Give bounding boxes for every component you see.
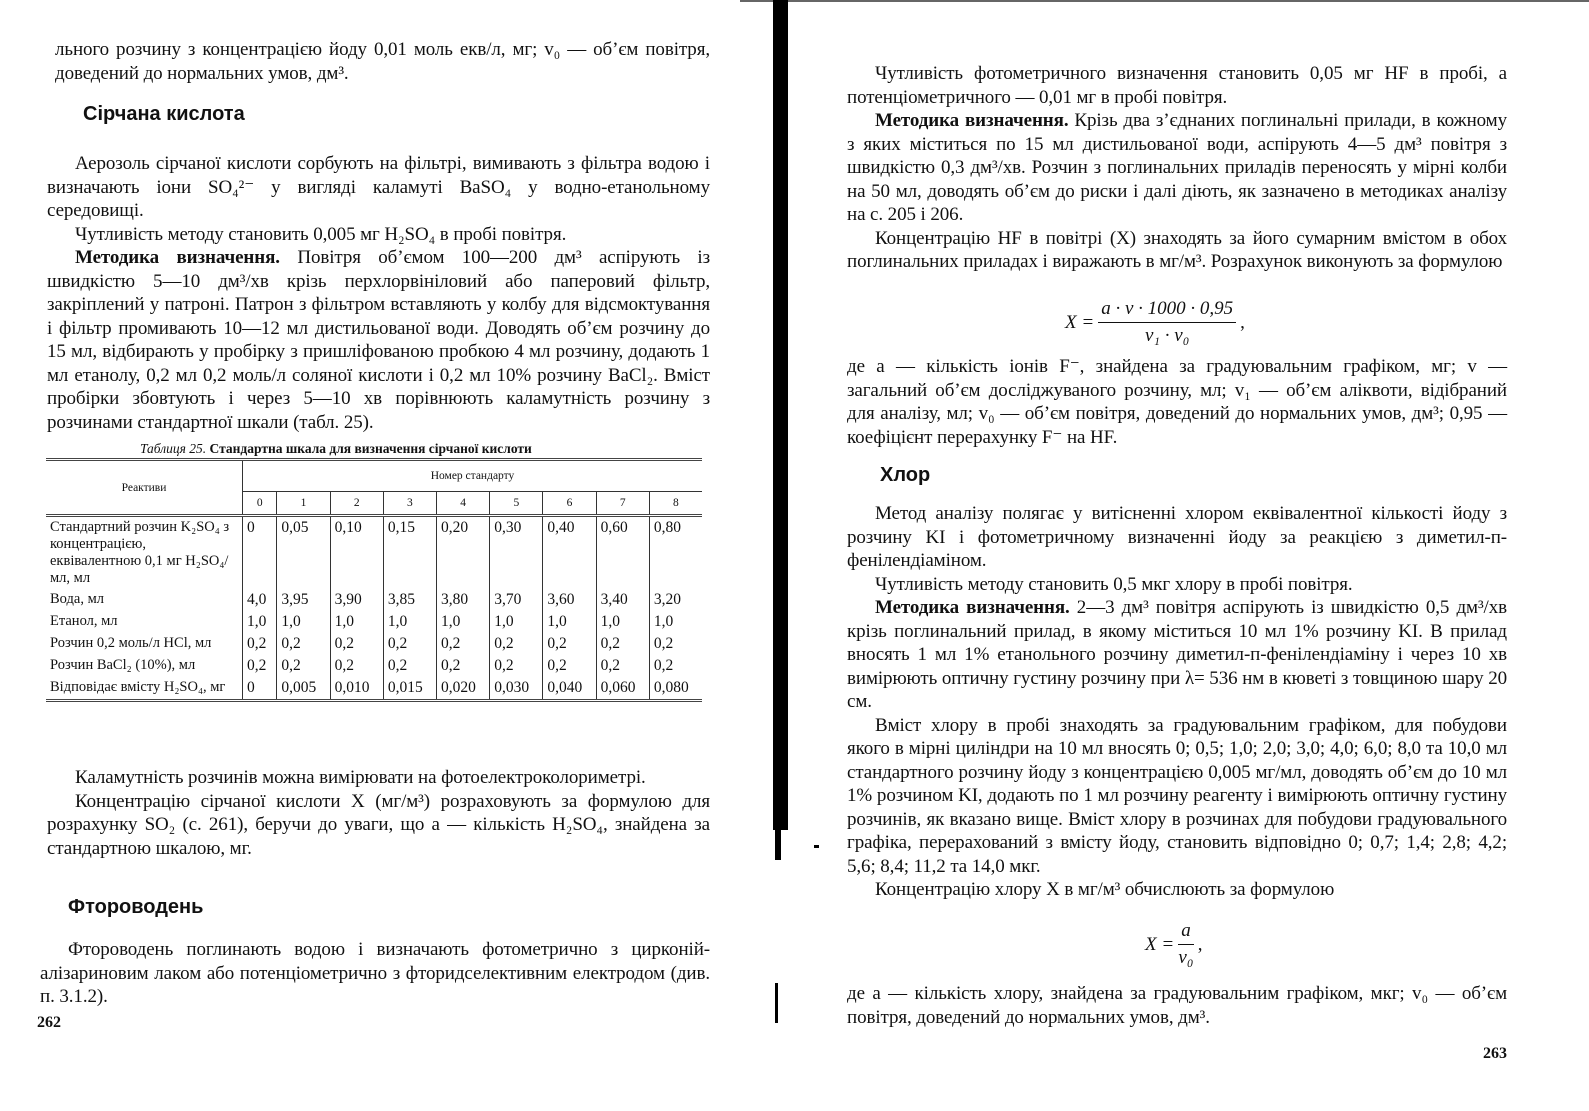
- table-cell: 0,2: [383, 633, 436, 655]
- table-cell: 0,2: [330, 655, 383, 677]
- row-label: Етанол, мл: [50, 613, 118, 629]
- table-cell: 1,0: [277, 611, 330, 633]
- table-cell: 0,2: [243, 655, 277, 677]
- table-cell: 0,010: [330, 677, 383, 701]
- paragraph: Аерозоль сірчаної кислоти сорбують на фільтрі, вимивають з фільтра водою і визначають іони SO₄²⁻ у вигляді каламуті BaSO₄ у водно-етанольному середовищі.: [47, 153, 710, 221]
- page-number: 262: [37, 1014, 61, 1031]
- table-cell: 0,2: [649, 633, 702, 655]
- paragraph: Концентрацію хлору X в мг/м³ обчислюють за формулою: [875, 879, 1335, 900]
- table-cell: 0,2: [490, 633, 543, 655]
- table-cell: 0,2: [330, 633, 383, 655]
- table-row: [46, 633, 702, 655]
- paragraph: Чутливість методу становить 0,5 мкг хлору в пробі повітря.: [875, 573, 1353, 595]
- table-cell: 0,2: [383, 655, 436, 677]
- paragraph: Методика визначення. Крізь два з’єднаних поглинальні прилади, в кожному з яких міститься по 15 мл дистильованої води, аспірують 4—5 дм³ повітря з швидкістю 0,3 дм³/хв. Розчин з поглинальних приладів переносять у мірні колби на 50 мл, доводять об’єм до риски і далі діють, як зазначено в методиках аналізу на с. 205 і 206.: [847, 110, 1507, 225]
- table-cell: 0,80: [649, 516, 702, 590]
- standard-scale-table: [46, 458, 702, 702]
- section-heading-hydrogen-fluoride: Фтороводень: [68, 896, 204, 918]
- table-row: [46, 677, 702, 701]
- table-cell: 0,2: [437, 655, 490, 677]
- table-cell: 0,080: [649, 677, 702, 701]
- spine-artifact: [775, 983, 778, 1023]
- col-header: 4: [437, 492, 490, 516]
- table-cell: 1,0: [383, 611, 436, 633]
- table-cell: 3,60: [543, 589, 596, 611]
- table-cell: 3,70: [490, 589, 543, 611]
- table-cell: 0: [243, 677, 277, 701]
- table-cell: 1,0: [330, 611, 383, 633]
- table-title: Стандартна шкала для визначення сірчаної кислоти: [209, 441, 532, 456]
- table-cell: 0,2: [243, 633, 277, 655]
- table-cell: 0,015: [383, 677, 436, 701]
- hf-formula-legend: де a — кількість іонів F⁻, знайдена за градуювальним графіком, мг; v — загальний об’єм досліджуваного розчину, мл; v₁ — об’єм аліквоти, відібраний для аналізу, мл; v₀ — об’єм повітря, доведений до нормальних умов, дм³; 0,95 — коефіцієнт перерахунку F⁻ на HF.: [847, 356, 1507, 448]
- chlorine-body: [847, 502, 1507, 902]
- table-row: [46, 655, 702, 677]
- table-cell: 0,2: [596, 655, 649, 677]
- row-label: Стандартний розчин K₂SO₄ з концентрацією, еквівалентною 0,1 мг H₂SO₄/мл, мл: [50, 519, 230, 586]
- table-cell: 1,0: [490, 611, 543, 633]
- table-cell: 0,2: [490, 655, 543, 677]
- table-row: [46, 611, 702, 633]
- table-cell: 0,2: [277, 655, 330, 677]
- table-cell: 0,2: [277, 633, 330, 655]
- table-cell: 0,2: [649, 655, 702, 677]
- table-cell: 0,20: [437, 516, 490, 590]
- table-cell: 1,0: [437, 611, 490, 633]
- col-header: 6: [543, 492, 596, 516]
- table-cell: 0,040: [543, 677, 596, 701]
- row-label: Розчин 0,2 моль/л HCl, мл: [50, 635, 212, 651]
- hf-formula: X = $\frac{a \cdot v \cdot 1000 \cdot 0,95}{\text{v₁ · v₀}}$ ,: [1065, 298, 1245, 346]
- denominator: v₁ · v₀: [1144, 325, 1190, 346]
- table-cell: 0,005: [277, 677, 330, 701]
- header-reagents: Реактиви: [46, 460, 243, 516]
- paragraph: Методика визначення. Повітря об’ємом 100—200 дм³ аспірують із швидкістю 5—10 дм³/хв крізь перхлорвініловий або паперовий фільтр, закріплений у патроні. Патрон з фільтром вставляють у колбу для відсмоктування і фільтр промивають 10—12 мл дистильованої води. Доводять об’єм розчину до 15 мл, відбирають у пробірку з пришліфованою пробкою 4 мл розчину, додають 1 мл етанолу, 0,2 мл 0,2 моль/л соляної кислоти і 0,2 мл 10% розчину BaCl₂. Вміст пробірки збовтують і через 5—10 хв порівнюють каламутність розчину з розчинами стандартної шкали (табл. 25).: [47, 247, 710, 433]
- table-cell: 4,0: [243, 589, 277, 611]
- row-label: Розчин BaCl₂ (10%), мл: [50, 657, 196, 673]
- col-header: 0: [243, 492, 277, 516]
- table-cell: 3,40: [596, 589, 649, 611]
- paragraph: Вміст хлору в пробі знаходять за градуювальним графіком, для побудови якого в мірні циліндри на 10 мл вносять 0; 0,5; 1,0; 2,0; 3,0; 4,0; 6,0; 8,0 та 10,0 мл стандартного розчину йоду з концентрацією 0,005 мг/мл, доводять об’єм до 10 мл 1% розчином KI, додають по 1 мл розчину реагенту і вимірюють оптичну густину розчинів, як вказано вище. Вміст хлору в розчинах для побудови градуювального графіка, перерахований з вмісту йоду, становить відповідно 0; 0,7; 1,4; 2,8; 4,2; 5,6; 8,4; 11,2 та 14,0 мкг.: [847, 714, 1507, 877]
- paragraph: Концентрацію сірчаної кислоти X (мг/м³) розраховують за формулою для розрахунку SO₂ (с. 261), беручи до уваги, що a — кількість H₂SO₄, знайдена за стандартною шкалою, мг.: [47, 790, 710, 859]
- hf-continuation: [847, 62, 1507, 274]
- sulfuric-acid-body: [47, 152, 710, 434]
- method-lead: Методика визначення.: [75, 247, 280, 268]
- table-cell: 0,030: [490, 677, 543, 701]
- table-cell: 1,0: [243, 611, 277, 633]
- continuation-text: льного розчину з концентрацією йоду 0,01 моль екв/л, мг; v₀ — об’єм повітря, доведений до нормальних умов, дм³.: [55, 39, 710, 84]
- method-lead: Методика визначення.: [875, 110, 1069, 131]
- left-page: [0, 0, 760, 1111]
- table-cell: 0,2: [543, 633, 596, 655]
- table-row: [46, 589, 702, 611]
- table-cell: 0,020: [437, 677, 490, 701]
- paragraph: Метод аналізу полягає у витісненні хлором еквівалентної кількості йоду з розчину KI і фотометричному визначенні йоду за реакцією з диметил-п-фенілендіаміном.: [847, 503, 1507, 571]
- header-standard-number: Номер стандарту: [243, 460, 703, 492]
- chlorine-formula: X = $\frac{a}{\text{v₀}}$ ,: [1145, 920, 1203, 968]
- fraction: [1178, 920, 1194, 969]
- paragraph: Методика визначення. 2—3 дм³ повітря аспірують із швидкістю 0,5 дм³/хв крізь поглинальний прилад, в якому міститься 10 мл 1% розчину KI. В прилад вносять 1 мл 1% етанольного розчину диметил-п-фенілендіаміну і через 10 хв вимірюють оптичну густину розчину при λ= 536 нм в кюветі з товщиною шару 20 см.: [847, 597, 1507, 712]
- col-header: 7: [596, 492, 649, 516]
- table-row: [46, 516, 702, 590]
- table-cell: 1,0: [596, 611, 649, 633]
- section-heading-sulfuric-acid: Сірчана кислота: [83, 103, 245, 125]
- right-page: [780, 0, 1589, 1111]
- col-header: 2: [330, 492, 383, 516]
- table-cell: 1,0: [543, 611, 596, 633]
- table-cell: 1,0: [649, 611, 702, 633]
- row-label: Відповідає вмісту H₂SO₄, мг: [46, 677, 243, 701]
- numerator: a · v · 1000 · 0,95: [1098, 298, 1236, 323]
- table-cell: 0,2: [596, 633, 649, 655]
- chlorine-formula-legend: де a — кількість хлору, знайдена за градуювальним графіком, мкг; v₀ — об’єм повітря, доведений до нормальних умов, дм³.: [847, 983, 1507, 1028]
- table-cell: 3,95: [277, 589, 330, 611]
- table-cell: 0,05: [277, 516, 330, 590]
- page-number: 263: [1483, 1045, 1507, 1062]
- col-header: 5: [490, 492, 543, 516]
- table-cell: 0: [243, 516, 277, 590]
- table-cell: 0,60: [596, 516, 649, 590]
- col-header: 3: [383, 492, 436, 516]
- hf-body: [40, 938, 710, 1009]
- col-header: 1: [277, 492, 330, 516]
- table-cell: 0,10: [330, 516, 383, 590]
- table-number: Таблиця 25.: [140, 441, 207, 456]
- table-cell: 0,2: [437, 633, 490, 655]
- method-lead: Методика визначення.: [875, 597, 1070, 618]
- table-cell: 3,20: [649, 589, 702, 611]
- table-cell: 0,40: [543, 516, 596, 590]
- col-header: 8: [649, 492, 702, 516]
- table-caption: [140, 441, 532, 457]
- section-heading-chlorine: Хлор: [880, 464, 931, 486]
- fraction: [1098, 298, 1236, 347]
- paragraph: Каламутність розчинів можна вимірювати на фотоелектроколориметрі.: [75, 767, 646, 788]
- paragraph: Концентрацію HF в повітрі (X) знаходять за його сумарним вмістом в обох поглинальних приладах і виражають в мг/м³. Розрахунок виконують за формулою: [847, 227, 1507, 272]
- sulfuric-acid-body-2: [47, 766, 710, 860]
- row-label: Вода, мл: [50, 591, 104, 607]
- table-cell: 0,15: [383, 516, 436, 590]
- table-cell: 0,2: [543, 655, 596, 677]
- denominator: v₀: [1178, 947, 1194, 968]
- table-cell: 0,060: [596, 677, 649, 701]
- table-cell: 0,30: [490, 516, 543, 590]
- paragraph: Чутливість фотометричного визначення становить 0,05 мг HF в пробі, а потенціометричного — 0,01 мг в пробі повітря.: [847, 63, 1507, 108]
- table-body: [46, 516, 702, 701]
- table-cell: 3,85: [383, 589, 436, 611]
- paragraph: Чутливість методу становить 0,005 мг H₂SO₄ в пробі повітря.: [75, 223, 567, 245]
- table-cell: 3,80: [437, 589, 490, 611]
- numerator: a: [1178, 920, 1194, 945]
- paragraph: Фтороводень поглинають водою і визначають фотометрично з цирконій-алізариновим лаком або потенціометрично з фторидселективним електродом (див. п. 3.1.2).: [40, 939, 710, 1007]
- table-cell: 3,90: [330, 589, 383, 611]
